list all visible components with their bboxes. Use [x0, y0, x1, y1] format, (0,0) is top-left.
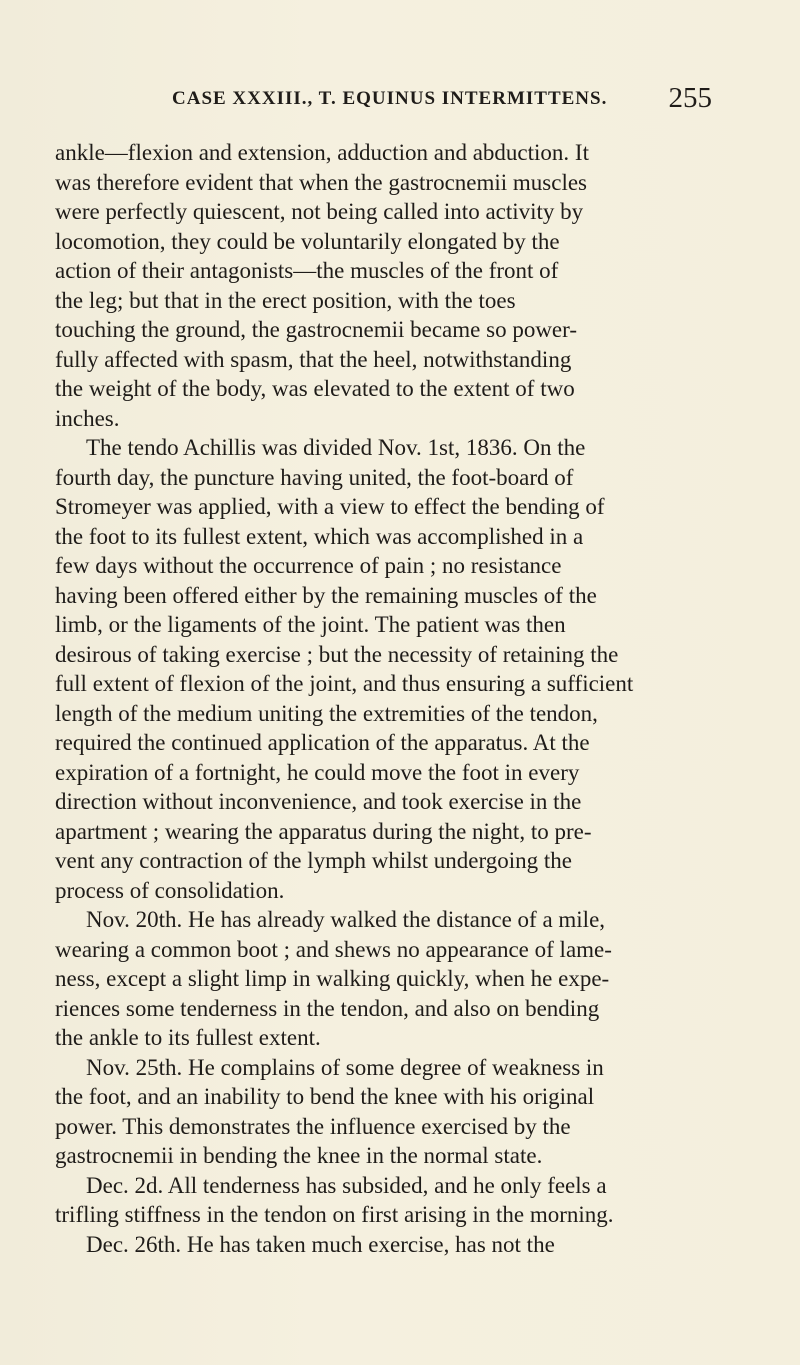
body-text [55, 138, 713, 1259]
text-line: expiration of a fortnight, he could move the foot in every [55, 759, 580, 785]
text-line: desirous of taking exercise ; but the necessity of retaining the [55, 641, 619, 667]
text-line: limb, or the ligaments of the joint. The patient was then [55, 612, 566, 637]
text-line: action of their antagonists—the muscles of the front of [55, 258, 559, 283]
text-line: direction without inconvenience, and took exercise in the [55, 789, 582, 814]
text-line: the foot to its fullest extent, which was accomplished in a [55, 523, 584, 549]
text-line: Dec. 2d. All tenderness has subsided, and he only feels a [86, 1172, 607, 1198]
text-line: process of consolidation. [55, 877, 285, 903]
text-line: were perfectly quiescent, not being called into activity by [55, 199, 584, 224]
text-line: Nov. 20th. He has already walked the distance of a mile, [86, 907, 606, 932]
text-line: inches. [55, 405, 120, 431]
text-line: the weight of the body, was elevated to the extent of two [55, 376, 575, 401]
text-line: fully affected with spasm, that the heel, notwithstanding [55, 346, 572, 372]
page-header [60, 82, 712, 118]
text-line: the ankle to its fullest extent. [55, 1025, 321, 1050]
text-line: full extent of flexion of the joint, and thus ensuring a sufficient [55, 671, 634, 696]
text-line: few days without the occurrence of pain ; no resistance [55, 553, 562, 578]
text-line: the leg; but that in the erect position, with the toes [55, 287, 516, 313]
text-line: Stromeyer was applied, with a view to effect the bending of [55, 494, 605, 519]
text-line: having been offered either by the remaining muscles of the [55, 582, 597, 608]
text-line: apartment ; wearing the apparatus during the night, to pre- [55, 818, 592, 844]
text-line: fourth day, the puncture having united, the foot-board of [55, 464, 574, 490]
page-number: 255 [668, 82, 712, 114]
text-line: length of the medium uniting the extremities of the tendon, [55, 700, 598, 726]
text-line: The tendo Achillis was divided Nov. 1st, 1836. On the [86, 435, 586, 460]
text-line: riences some tenderness in the tendon, and also on bending [55, 995, 600, 1021]
text-line: Nov. 25th. He complains of some degree of weakness in [86, 1054, 604, 1080]
text-line: trifling stiffness in the tendon on first arising in the morning. [55, 1202, 614, 1227]
text-line: locomotion, they could be voluntarily elongated by the [55, 228, 560, 254]
text-line: Dec. 26th. He has taken much exercise, has not the [86, 1231, 555, 1257]
text-line: touching the ground, the gastrocnemii became so power- [55, 317, 577, 342]
text-line: gastrocnemii in bending the knee in the normal state. [55, 1143, 543, 1168]
text-line: the foot, and an inability to bend the knee with his original [55, 1084, 595, 1109]
text-line: vent any contraction of the lymph whilst undergoing the [55, 848, 572, 873]
text-line: ankle—flexion and extension, adduction and abduction. It [55, 140, 589, 165]
text-line: power. This demonstrates the influence exercised by the [55, 1113, 571, 1139]
text-line: wearing a common boot ; and shews no appearance of lame- [55, 936, 612, 962]
text-line: required the continued application of the apparatus. At the [55, 730, 590, 755]
text-line: was therefore evident that when the gastrocnemii muscles [55, 169, 588, 195]
running-head: CASE XXXIII., T. EQUINUS INTERMITTENS. [172, 88, 608, 109]
text-line: ness, except a slight limp in walking quickly, when he expe- [55, 966, 610, 991]
